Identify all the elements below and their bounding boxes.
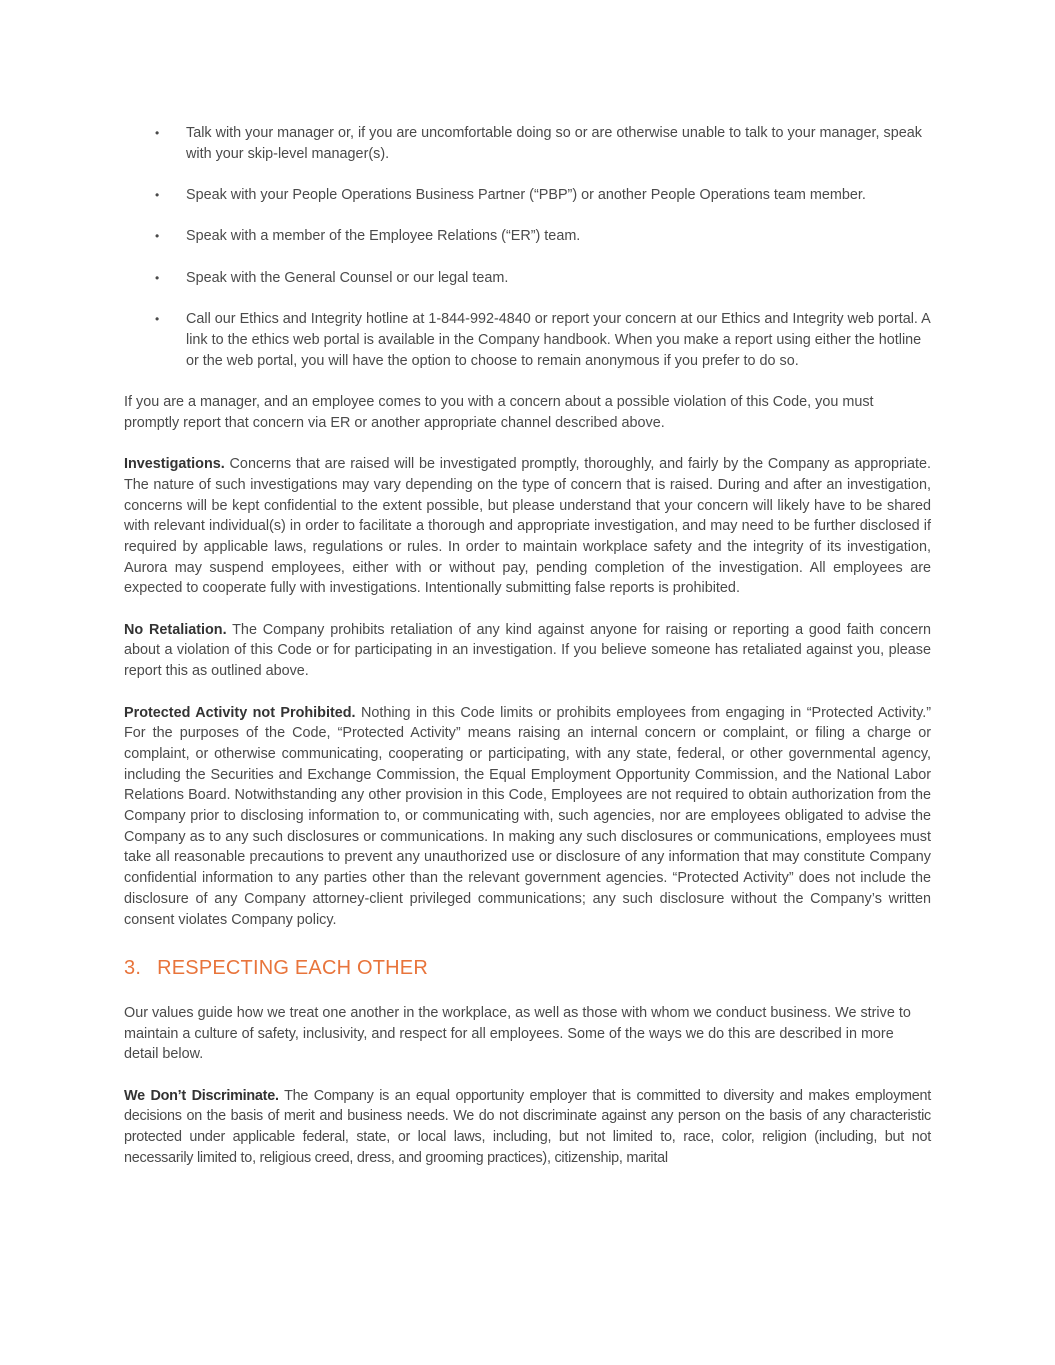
bullet-icon: • [155, 126, 160, 140]
discrimination-text: The Company is an equal opportunity employer that is committed to diversity and makes employment decisions on the basis of merit and business needs. We do not discriminate against any person on the basis of any characteristic protected under applicable federal, state, or local laws, including, but not limited to, race, color, religion (including, but not necessarily limited to, religious creed, dress, and grooming practices), citizenship, marital [124, 1087, 932, 1166]
no-retaliation-paragraph [124, 620, 931, 682]
bullet-icon: • [155, 312, 160, 327]
list-item [124, 226, 931, 247]
manager-paragraph: If you are a manager, and an employee comes to you with a concern about a possible violation of this Code, you must promptly report that concern via ER or another appropriate channel described above. [124, 394, 874, 431]
list-item-text: Speak with the General Counsel or our legal team. [186, 269, 509, 286]
no-retaliation-heading: No Retaliation. [124, 621, 227, 638]
section-title: RESPECTING EACH OTHER [157, 956, 428, 979]
list-item-text: Speak with a member of the Employee Relations (“ER”) team. [186, 228, 581, 245]
protected-activity-paragraph [124, 703, 931, 931]
reporting-options-list [124, 123, 931, 371]
discrimination-paragraph [124, 1086, 931, 1169]
bullet-icon: • [155, 188, 160, 203]
document-page [124, 123, 931, 1189]
list-item-text: Call our Ethics and Integrity hotline at 1-844-992-4840 or report your concern at our Ethics and Integrity web portal. A link to the ethics web portal is available in the Company handbook. When you make a report using either the hotline or the web portal, you will have the option to choose to remain anonymous if you prefer to do so. [186, 311, 930, 369]
values-paragraph: Our values guide how we treat one another in the workplace, as well as those with whom we conduct business. We strive to maintain a culture of safety, inclusivity, and respect for all employees. Some of the ways we do this are described in more detail below. [124, 1004, 911, 1063]
section-number: 3. [124, 956, 142, 979]
investigations-heading: Investigations. [124, 456, 225, 473]
discrimination-heading: We Don’t Discriminate. [124, 1087, 279, 1104]
list-item [124, 309, 931, 371]
list-item [124, 185, 931, 206]
protected-activity-text: Nothing in this Code limits or prohibits employees from engaging in “Protected Activity.” For the purposes of the Code, “Protected Activity” means raising an internal concern or complaint, or filing a charge or complaint, or otherwise communicating, cooperating or participating, with any state, federal, or other governmental agency, including the Securities and Exchange Commission, the Equal Employment Opportunity Commission, and the National Labor Relations Board. Notwithstanding any other provision in this Code, Employees are not required to obtain authorization from the Company prior to disclosing information to, or communicating with, such agencies, nor are employees obligated to advise the Company as to any such disclosures or communications. In making any such disclosures or communications, employees must take all reasonable precautions to prevent any unauthorized use or disclosure of any information that may constitute Company confidential information to any parties other than the relevant government agencies. “Protected Activity” does not include the disclosure of any Company attorney-client privileged communications; any such disclosure without the Company’s written consent violates Company policy. [124, 704, 931, 928]
bullet-icon: • [155, 229, 160, 244]
bullet-icon: • [155, 270, 160, 285]
investigations-paragraph [124, 454, 931, 599]
protected-activity-heading: Protected Activity not Prohibited. [124, 704, 356, 721]
no-retaliation-text: The Company prohibits retaliation of any kind against anyone for raising or reporting a good faith concern about a violation of this Code or for participating in an investigation. If you believe someone has retaliated against you, please report this as outlined above. [124, 621, 931, 680]
list-item-text: Speak with your People Operations Business Partner (“PBP”) or another People Operations team member. [186, 187, 866, 204]
section-heading [124, 951, 931, 981]
list-item [124, 268, 931, 289]
list-item [124, 123, 931, 164]
list-item-text: Talk with your manager or, if you are uncomfortable doing so or are otherwise unable to talk to your manager, speak with your skip-level manager(s). [186, 125, 922, 162]
investigations-text: Concerns that are raised will be investigated promptly, thoroughly, and fairly by the Company as appropriate. The nature of such investigations may vary depending on the type of concern that is raised. During and after an investigation, concerns will be kept confidential to the extent possible, but please understand that your concern will likely have to be shared with relevant individual(s) in order to facilitate a thorough and appropriate investigation, and may need to be further disclosed if required by applicable laws, regulations or rules. In order to maintain workplace safety and the integrity of its investigation, Aurora may suspend employees, either with or without pay, pending completion of the investigation. All employees are expected to cooperate fully with investigations. Intentionally submitting false reports is prohibited. [124, 456, 931, 597]
